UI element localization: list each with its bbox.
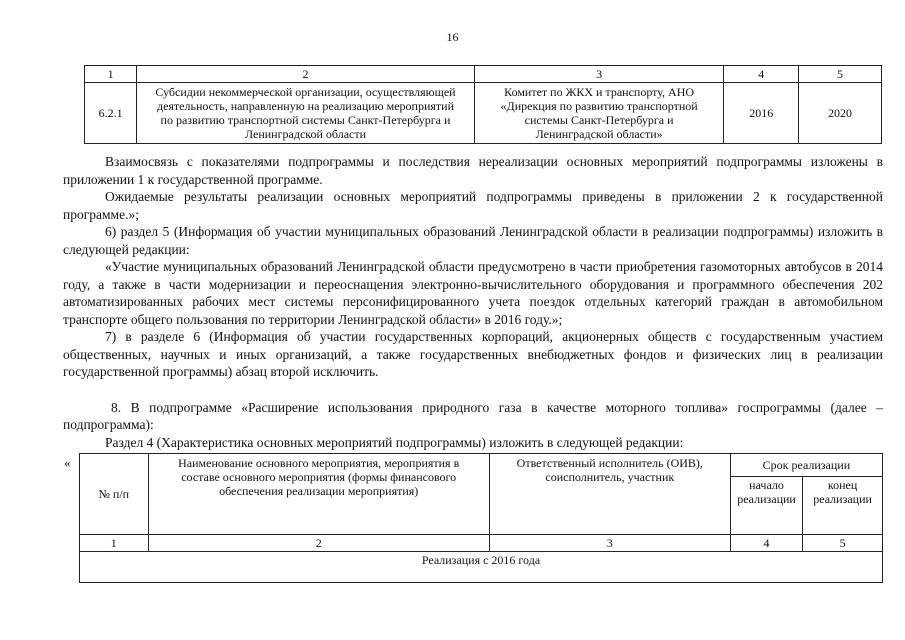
- table-cell: 4: [730, 535, 802, 552]
- col-name-header: Наименование основного мероприятия, мероприятия в составе основного мероприятия (формы финансового обеспечения реализации мероприятия): [148, 454, 489, 535]
- paragraph: «Участие муниципальных образований Ленинградской области предусмотрено в части приобретения газомоторных автобусов в 2014 году, а также в части модернизации и переоснащения электронно-вычислительного оборудования и программного обеспечения 202 автоматизированных рабочих мест системы персонифицированного учета поездок отдельных категорий граждан в автомобильном транспорте общего пользования по территории Ленинградской области» в 2016 году.»;: [63, 259, 883, 327]
- opening-quote: «: [64, 455, 71, 470]
- measures-table-new: [79, 453, 883, 583]
- table-header-row: [80, 454, 883, 477]
- paragraph: Взаимосвязь с показателями подпрограммы и последствия нереализации основных мероприятий подпрограммы изложены в приложении 1 к государственной программе.: [63, 154, 883, 187]
- col-executor-header: Ответственный исполнитель (ОИВ), соисполнитель, участник: [489, 454, 730, 535]
- measure-name: Субсидии некоммерческой организации, осуществляющей деятельность, направленную на реализацию мероприятий по развитию транспортной системы Санкт-Петербурга и Ленинградской области: [137, 83, 475, 144]
- row-number: 6.2.1: [85, 83, 137, 144]
- table-cell: 3: [489, 535, 730, 552]
- table-cell: 5: [799, 66, 882, 83]
- table-cell: 2: [137, 66, 475, 83]
- executor-name: Комитет по ЖКХ и транспорту, АНО «Дирекция по развитию транспортной системы Санкт-Петербурга и Ленинградской области»: [474, 83, 724, 144]
- table-cell: 1: [80, 535, 149, 552]
- document-body: [63, 153, 883, 451]
- table-cell: 1: [85, 66, 137, 83]
- start-year: 2016: [724, 83, 799, 144]
- paragraph: Ожидаемые результаты реализации основных мероприятий подпрограммы приведены в приложении 2 к государственной программе.»;: [63, 189, 883, 222]
- table-cell: 2: [148, 535, 489, 552]
- section-header: Реализация с 2016 года: [80, 552, 883, 583]
- col-start-header: начало реализации: [730, 477, 802, 535]
- page-number: 16: [446, 30, 459, 44]
- col-number-header: № п/п: [80, 454, 149, 535]
- col-end-header: конец реализации: [803, 477, 883, 535]
- paragraph: 7) в разделе 6 (Информация об участии государственных корпораций, акционерных обществ с государственным участием общественных, научных и иных организаций, а также государственных внебюджетных фондов и физических лиц в реализации государственной программы) абзац второй исключить.: [63, 329, 883, 379]
- paragraph: 8. В подпрограмме «Расширение использования природного газа в качестве моторного топлива» госпрограммы (далее – подпрограмма):: [63, 399, 883, 432]
- table-cell: 3: [474, 66, 724, 83]
- paragraph: 6) раздел 5 (Информация об участии муниципальных образований Ленинградской области в реализации подпрограммы) изложить в следующей редакции:: [63, 224, 883, 257]
- end-year: 2020: [799, 83, 882, 144]
- table-cell: 4: [724, 66, 799, 83]
- paragraph: Раздел 4 (Характеристика основных мероприятий подпрограммы) изложить в следующей редакции:: [105, 434, 684, 450]
- table-row: [80, 552, 883, 583]
- table-row: [85, 83, 882, 144]
- col-term-header: Срок реализации: [730, 454, 882, 477]
- table-cell: 5: [803, 535, 883, 552]
- table-header-row: [85, 66, 882, 83]
- measures-table-top: [84, 65, 882, 144]
- table-number-row: [80, 535, 883, 552]
